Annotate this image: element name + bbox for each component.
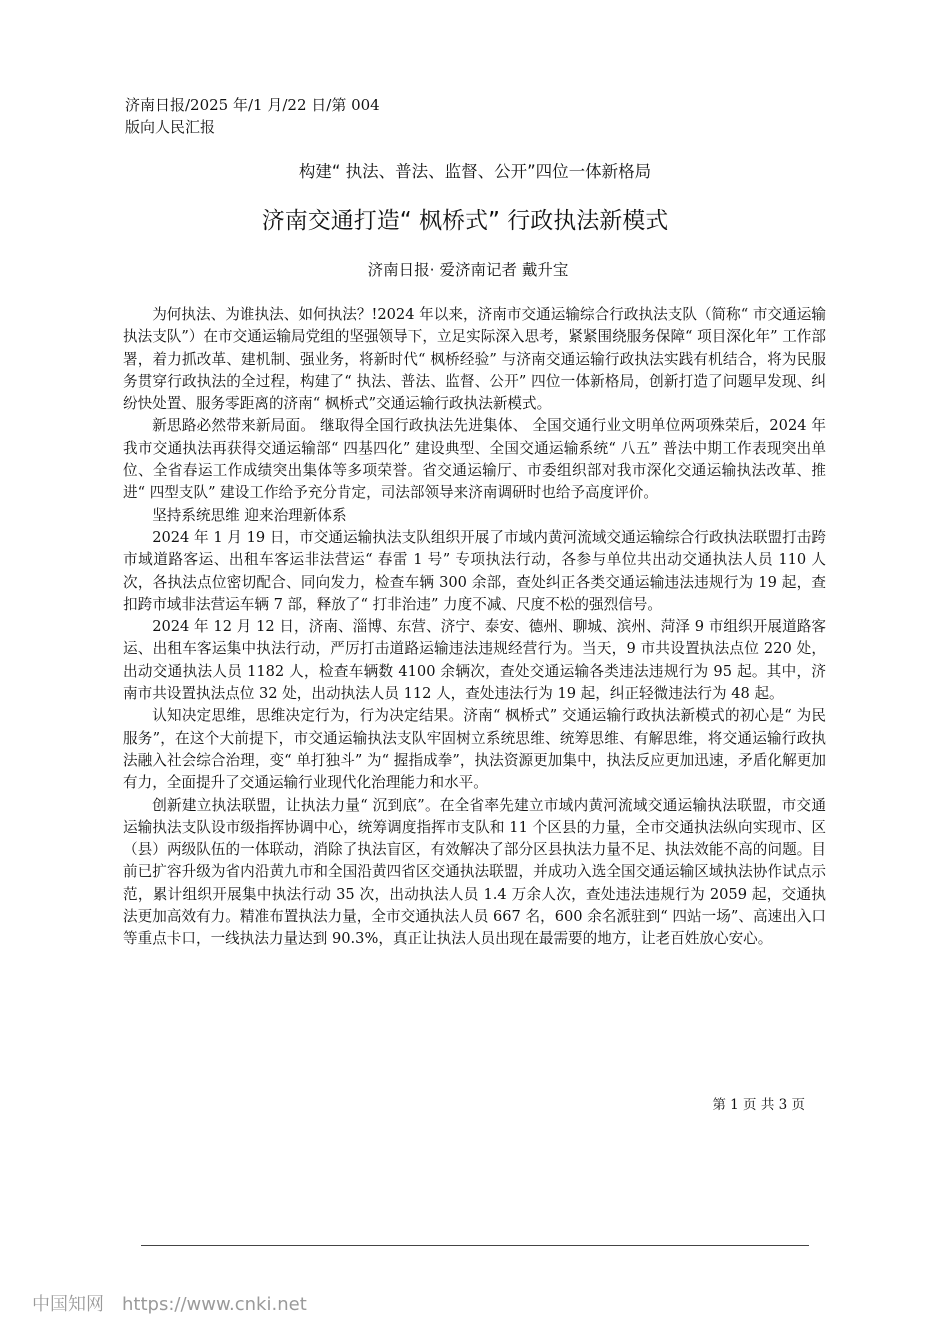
cnki-watermark (32, 1292, 307, 1318)
body-paragraph: 2024 年 1 月 19 日，市交通运输执法支队组织开展了市域内黄河流域交通运输综合行政执法联盟打击跨市域道路客运、出租车客运非法营运“ 春雷 1 号” 专项执法行动，各参与单位共出动交通执法人员 110 人次，各执法点位密切配合、同向发力，检查车辆 300 余部，查处纠正各类交通运输违法违规行为 19 起，查扣跨市域非法营运车辆 7 部，释放了“ 打非治违” 力度不减、尺度不松的强烈信号。 (123, 528, 826, 613)
article-body (123, 304, 826, 951)
publication-source: 济南日报/2025 年/1 月/22 日/第 004 版向人民汇报 (125, 96, 380, 136)
watermark-brand: 中国知网 (32, 1294, 104, 1315)
footer-divider (141, 1245, 809, 1246)
body-paragraph: 创新建立执法联盟，让执法力量“ 沉到底”。在全省率先建立市域内黄河流域交通运输执法联盟，市交通运输执法支队设市级指挥协调中心，统筹调度指挥市支队和 11 个区县的力量，全市交通执法纵向实现市、区（县）两级队伍的一体联动，消除了执法盲区，有效解决了部分区县执法力量不足、执法效能不高的问题。目前已扩容升级为省内沿黄九市和全国沿黄四省区交通执法联盟，并成功入选全国交通运输区域执法协作试点示范，累计组织开展集中执法行动 35 次，出动执法人员 1.4 万余人次，查处违法违规行为 2059 起，交通执法更加高效有力。精准布置执法力量，全市交通执法人员 667 名，600 余名派驻到“ 四站一场”、高速出入口等重点卡口，一线执法力量达到 90.3%，真正让执法人员出现在最需要的地方，让老百姓放心安心。 (123, 796, 826, 948)
page-number: 第 1 页 共 3 页 (712, 1097, 805, 1113)
article-byline: 济南日报· 爱济南记者 戴升宝 (367, 261, 569, 279)
body-paragraph: 2024 年 12 月 12 日，济南、淄博、东营、济宁、泰安、德州、聊城、滨州、菏泽 9 市组织开展道路客运、出租车客运集中执法行动，严厉打击道路运输违法违规经营行为。当天，9 市共设置执法点位 220 处，出动交通执法人员 1182 人，检查车辆数 4100 余辆次，查处交通运输各类违法违规行为 95 起。其中，济南市共设置执法点位 32 处，出动执法人员 112 人，查处违法行为 19 起，纠正轻微违法行为 48 起。 (123, 618, 826, 703)
article-title: 济南交通打造“ 枫桥式” 行政执法新模式 (261, 208, 669, 234)
article-subtitle: 构建“ 执法、普法、监督、公开”四位一体新格局 (298, 162, 652, 181)
watermark-url: https://www.cnki.net (122, 1294, 307, 1315)
section-heading: 坚持系统思维 迎来治理新体系 (152, 506, 347, 524)
body-paragraph: 认知决定思维，思维决定行为，行为决定结果。济南“ 枫桥式” 交通运输行政执法新模式的初心是“ 为民服务”，在这个大前提下，市交通运输执法支队牢固树立系统思维、统筹思维、有解思维，将交通运输行政执法融入社会综合治理，变“ 单打独斗” 为“ 握指成拳”，执法资源更加集中，执法反应更加迅速，矛盾化解更加有力，全面提升了交通运输行业现代化治理能力和水平。 (123, 707, 826, 792)
body-paragraph: 为何执法、为谁执法、如何执法？!2024 年以来，济南市交通运输综合行政执法支队（简称“ 市交通运输执法支队”）在市交通运输局党组的坚强领导下，立足实际深入思考，紧紧围绕服务保障“ 项目深化年” 工作部署，着力抓改革、建机制、强业务，将新时代“ 枫桥经验” 与济南交通运输行政执法实践有机结合，将为民服务贯穿行政执法的全过程，构建了“ 执法、普法、监督、公开” 四位一体新格局，创新打造了问题早发现、纠纷快处置、服务零距离的济南“ 枫桥式”交通运输行政执法新模式。 (123, 306, 826, 413)
body-paragraph: 新思路必然带来新局面。 继取得全国行政执法先进集体、 全国交通行业文明单位两项殊荣后，2024 年我市交通执法再获得交通运输部“ 四基四化” 建设典型、全国交通运输系统“ 八五” 普法中期工作表现突出单位、全省春运工作成绩突出集体等多项荣誉。省交通运输厅、市委组织部对我市深化交通运输执法改革、推进“ 四型支队” 建设工作给予充分肯定，司法部领导来济南调研时也给予高度评价。 (123, 417, 826, 502)
